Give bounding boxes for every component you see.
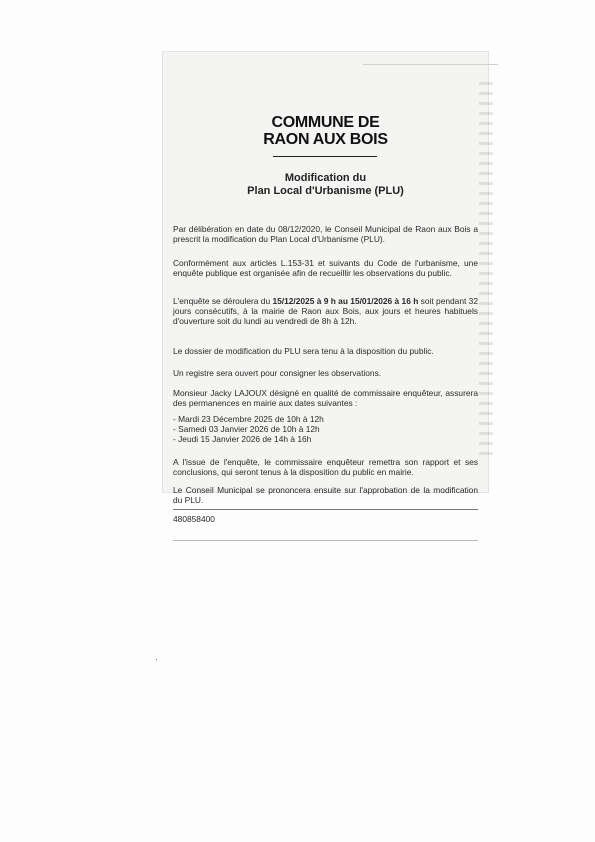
paragraph-report: A l'issue de l'enquête, le commissaire enquêteur remettra son rapport et ses conclusions, qui seront tenus à la disposition du public en mairie.: [173, 457, 478, 477]
permanence-date-item: - Mardi 23 Décembre 2025 de 10h à 12h: [173, 414, 324, 424]
title-line-1: COMMUNE DE: [271, 114, 380, 131]
paragraph-dossier: Le dossier de modification du PLU sera tenu à la disposition du public.: [173, 346, 434, 356]
notice-title: [163, 114, 488, 148]
subtitle-line-1: Modification du: [284, 172, 367, 184]
newspaper-clipping: [163, 52, 488, 524]
notice-subtitle: [163, 172, 488, 198]
title-line-2: RAON AUX BOIS: [263, 131, 388, 148]
top-divider: [363, 64, 498, 65]
enquiry-details: soit pendant 32 jours consécutifs, à la mairie de Raon aux Bois, aux jours et heures habituels d'ouverture soit du lundi au vendredi de 8h à 12h.: [173, 296, 478, 326]
paragraph-enquiry-dates: [173, 296, 478, 326]
reference-divider: [173, 509, 478, 510]
permanence-date-item: - Samedi 03 Janvier 2026 de 10h à 12h: [173, 424, 320, 434]
paragraph-legal-basis: Conformément aux articles L.153-31 et suivants du Code de l'urbanisme, une enquête publique est organisée afin de recueillir les observations du public.: [173, 258, 478, 278]
paragraph-approval: Le Conseil Municipal se prononcera ensuite sur l'approbation de la modification du PLU.: [173, 485, 478, 505]
paragraph-register: Un registre sera ouvert pour consigner les observations.: [173, 368, 382, 378]
enquiry-period: 15/12/2025 à 9 h au 15/01/2026 à 16 h: [272, 296, 419, 306]
reference-number: 480858400: [173, 514, 215, 524]
enquiry-intro: L'enquête se déroulera du: [173, 296, 273, 306]
scan-speck: [156, 659, 157, 660]
permanence-date-item: - Jeudi 15 Janvier 2026 de 14h à 16h: [173, 434, 312, 444]
title-divider: [273, 156, 377, 157]
paragraph-commissioner: Monsieur Jacky LAJOUX désigné en qualité de commissaire enquêteur, assurera des permanences en mairie aux dates suivantes :: [173, 388, 478, 408]
permanence-dates-list: [173, 414, 478, 444]
bottom-divider: [173, 540, 478, 541]
paragraph-deliberation: Par délibération en date du 08/12/2020, le Conseil Municipal de Raon aux Bois a prescrit la modification du Plan Local d'Urbanisme (PLU).: [173, 224, 478, 244]
subtitle-line-2: Plan Local d'Urbanisme (PLU): [247, 185, 404, 197]
